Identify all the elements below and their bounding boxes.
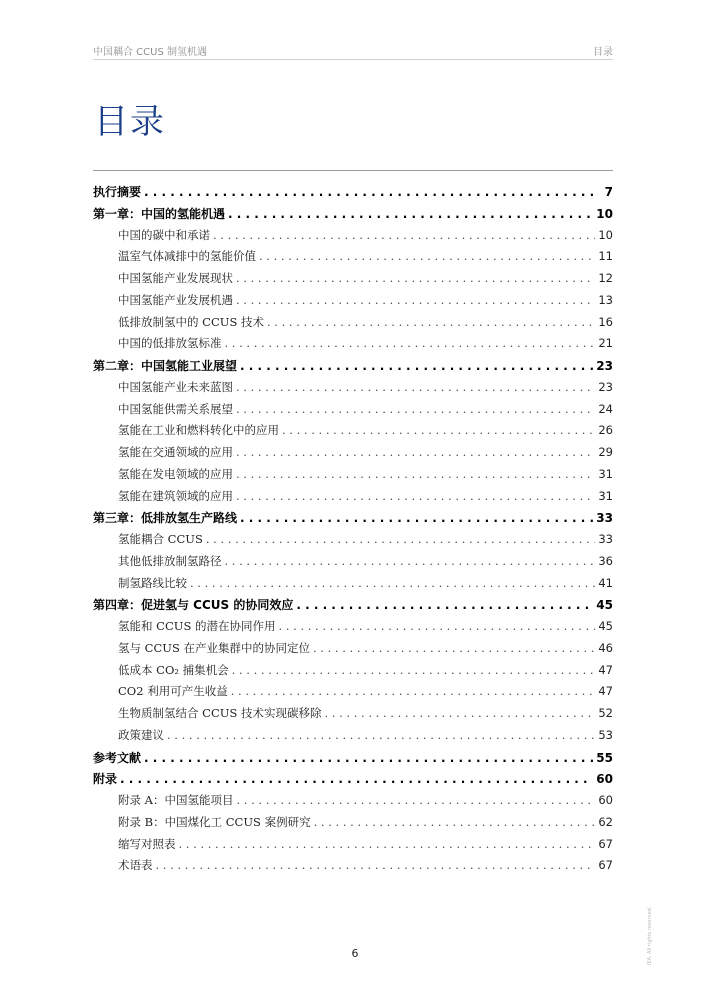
toc-entry-label: 第一章：中国的氢能机遇 — [93, 206, 226, 221]
toc-entry-page: 60 — [596, 772, 613, 787]
toc-entry-page: 47 — [598, 662, 613, 677]
toc-entry-page: 31 — [598, 466, 613, 481]
toc-chapter-entry[interactable] — [93, 596, 613, 618]
toc-section-entry[interactable] — [93, 727, 613, 749]
toc-entry-label: 附录 B：中国煤化工 CCUS 案例研究 — [118, 814, 311, 829]
toc-entry-page: 21 — [598, 336, 613, 351]
toc-dot-leader — [179, 837, 596, 851]
toc-section-entry[interactable] — [93, 640, 613, 662]
toc-entry-label: CO2 利用可产生收益 — [118, 684, 228, 699]
toc-entry-page: 26 — [598, 423, 613, 438]
toc-entry-label: 氢能和 CCUS 的潜在协同作用 — [118, 619, 276, 633]
toc-chapter-entry[interactable] — [93, 357, 613, 379]
toc-dot-leader — [156, 858, 596, 872]
page-number: 6 — [351, 947, 359, 960]
toc-entry-page: 12 — [598, 271, 613, 285]
header-document-title: 中国耦合 CCUS 制氢机遇 — [93, 47, 207, 58]
toc-dot-leader — [236, 445, 595, 459]
toc-entry-label: 中国氢能产业未来蓝图 — [118, 379, 233, 394]
toc-entry-label: 低成本 CO₂ 捕集机会 — [118, 662, 229, 677]
toc-dot-leader — [167, 728, 595, 742]
toc-dot-leader — [232, 663, 596, 677]
toc-entry-page: 62 — [598, 814, 613, 829]
toc-entry-label: 其他低排放制氢路径 — [118, 553, 222, 568]
toc-section-entry[interactable] — [93, 270, 613, 292]
toc-dot-leader — [282, 423, 595, 437]
toc-section-entry[interactable] — [93, 705, 613, 727]
toc-entry-page: 52 — [598, 706, 613, 720]
toc-entry-label: 执行摘要 — [93, 185, 142, 199]
toc-entry-label: 中国的低排放氢标准 — [118, 336, 222, 351]
toc-dot-leader — [206, 532, 596, 546]
toc-section-entry[interactable] — [93, 836, 613, 858]
toc-chapter-entry[interactable] — [93, 770, 613, 792]
toc-dot-leader — [236, 293, 595, 307]
toc-entry-page: 16 — [598, 314, 613, 329]
toc-entry-page: 33 — [596, 511, 613, 526]
toc-entry-page: 60 — [598, 793, 613, 807]
toc-section-entry[interactable] — [93, 662, 613, 684]
toc-dot-leader — [236, 793, 595, 807]
title-divider — [93, 170, 613, 171]
toc-chapter-entry[interactable] — [93, 205, 613, 227]
toc-entry-page: 24 — [598, 401, 613, 416]
toc-entry-label: 生物质制氢结合 CCUS 技术实现碳移除 — [118, 706, 322, 720]
toc-entry-label: 政策建议 — [118, 727, 164, 742]
toc-entry-page: 7 — [604, 185, 613, 199]
running-header — [93, 43, 613, 60]
toc-dot-leader — [313, 641, 595, 655]
toc-dot-leader — [236, 467, 595, 481]
copyright-note: IEA. All rights reserved. — [647, 906, 653, 965]
toc-entry-page: 11 — [598, 249, 613, 264]
toc-section-entry[interactable] — [93, 379, 613, 401]
toc-chapter-entry[interactable] — [93, 749, 613, 771]
toc-chapter-entry[interactable] — [93, 183, 613, 205]
toc-section-entry[interactable] — [93, 618, 613, 640]
toc-entry-label: 温室气体减排中的氢能价值 — [118, 249, 256, 264]
toc-entry-label: 附录 A：中国氢能项目 — [118, 793, 234, 807]
toc-entry-page: 29 — [598, 445, 613, 459]
toc-entry-page: 41 — [598, 575, 613, 590]
toc-dot-leader — [267, 315, 595, 329]
header-section-name: 目录 — [593, 47, 613, 58]
toc-entry-page: 45 — [598, 619, 613, 633]
toc-entry-page: 67 — [598, 836, 613, 851]
toc-entry-label: 氢能耦合 CCUS — [118, 532, 203, 546]
toc-entry-page: 47 — [598, 684, 613, 699]
toc-entry-page: 10 — [598, 227, 613, 242]
toc-entry-page: 23 — [598, 379, 613, 394]
toc-entry-page: 23 — [596, 359, 613, 373]
toc-entry-label: 参考文献 — [93, 750, 142, 765]
toc-dot-leader — [144, 185, 598, 199]
toc-dot-leader — [324, 706, 595, 720]
toc-entry-page: 67 — [598, 858, 613, 873]
toc-dot-leader — [278, 619, 595, 633]
toc-dot-leader — [236, 489, 595, 503]
toc-entry-label: 制氢路线比较 — [118, 575, 187, 590]
toc-section-entry[interactable] — [93, 422, 613, 444]
toc-dot-leader — [144, 751, 593, 765]
toc-entry-label: 中国氢能供需关系展望 — [118, 401, 233, 416]
toc-chapter-entry[interactable] — [93, 509, 613, 531]
toc-entry-label: 中国氢能产业发展现状 — [118, 271, 233, 285]
toc-section-entry[interactable] — [93, 575, 613, 597]
toc-entry-page: 13 — [598, 292, 613, 307]
toc-section-entry[interactable] — [93, 488, 613, 510]
toc-entry-page: 10 — [596, 206, 613, 221]
toc-entry-label: 第二章：中国氢能工业展望 — [93, 359, 238, 373]
toc-dot-leader — [236, 380, 595, 394]
page-title: 目录 — [94, 102, 166, 142]
toc-section-entry[interactable] — [93, 814, 613, 836]
toc-entry-page: 36 — [598, 553, 613, 568]
toc-dot-leader — [120, 772, 593, 786]
toc-section-entry[interactable] — [93, 553, 613, 575]
toc-entry-label: 氢能在工业和燃料转化中的应用 — [118, 423, 279, 438]
toc-section-entry[interactable] — [93, 531, 613, 553]
toc-dot-leader — [225, 336, 596, 350]
toc-entry-label: 第四章：促进氢与 CCUS 的协同效应 — [93, 598, 294, 613]
toc-entry-label: 氢能在建筑领域的应用 — [118, 488, 233, 503]
toc-entry-label: 氢能在发电领域的应用 — [118, 466, 233, 481]
toc-entry-label: 中国的碳中和承诺 — [118, 227, 210, 242]
toc-entry-page: 31 — [598, 488, 613, 503]
toc-dot-leader — [190, 576, 595, 590]
toc-section-entry[interactable] — [93, 792, 613, 814]
toc-entry-label: 第三章：低排放氢生产路线 — [93, 511, 238, 526]
toc-section-entry[interactable] — [93, 335, 613, 357]
toc-entry-label: 中国氢能产业发展机遇 — [118, 292, 233, 307]
toc-section-entry[interactable] — [93, 292, 613, 314]
toc-entry-page: 45 — [596, 598, 613, 613]
toc-dot-leader — [228, 207, 593, 221]
toc-dot-leader — [213, 228, 595, 242]
toc-section-entry[interactable] — [93, 227, 613, 249]
toc-dot-leader — [314, 815, 596, 829]
toc-entry-page: 55 — [596, 750, 613, 765]
toc-section-entry[interactable] — [93, 401, 613, 423]
toc-dot-leader — [231, 684, 596, 698]
toc-entry-page: 53 — [598, 727, 613, 742]
toc-entry-label: 氢能在交通领域的应用 — [118, 445, 233, 459]
toc-section-entry[interactable] — [93, 248, 613, 270]
toc-dot-leader — [240, 359, 593, 373]
toc-dot-leader — [236, 271, 595, 285]
toc-dot-leader — [296, 598, 593, 612]
toc-section-entry[interactable] — [93, 444, 613, 466]
toc-dot-leader — [225, 554, 596, 568]
toc-entry-label: 低排放制氢中的 CCUS 技术 — [118, 314, 264, 329]
toc-entry-label: 氢与 CCUS 在产业集群中的协同定位 — [118, 640, 310, 655]
toc-section-entry[interactable] — [93, 466, 613, 488]
toc-dot-leader — [240, 511, 593, 525]
table-of-contents — [93, 183, 613, 879]
toc-section-entry[interactable] — [93, 314, 613, 336]
toc-entry-page: 33 — [598, 532, 613, 546]
toc-section-entry[interactable] — [93, 857, 613, 879]
toc-entry-page: 46 — [598, 640, 613, 655]
toc-dot-leader — [236, 402, 595, 416]
toc-entry-label: 缩写对照表 — [118, 836, 176, 851]
toc-entry-label: 附录 — [93, 772, 118, 787]
toc-entry-label: 术语表 — [118, 858, 153, 873]
toc-section-entry[interactable] — [93, 683, 613, 705]
toc-dot-leader — [259, 249, 595, 263]
